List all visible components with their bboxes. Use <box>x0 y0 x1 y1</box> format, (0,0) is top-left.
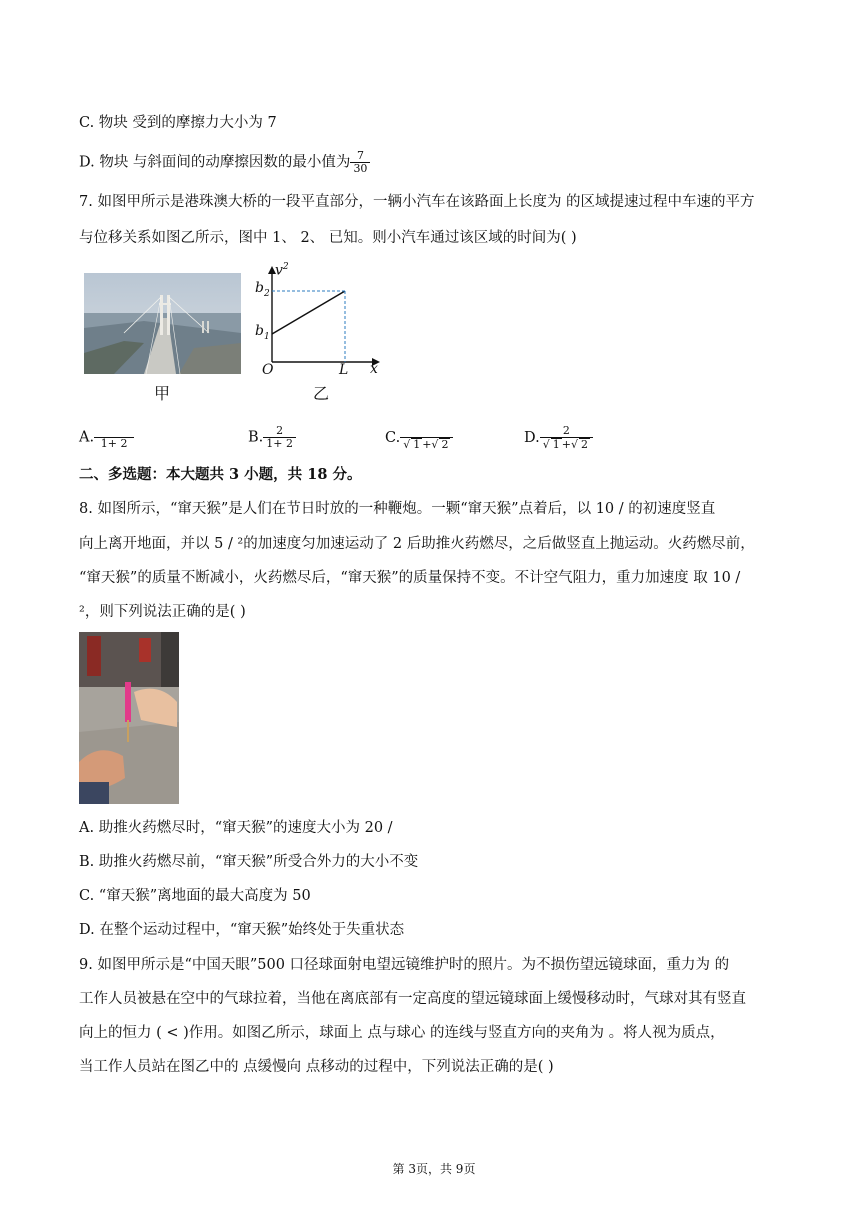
fraction <box>400 425 453 451</box>
q7-option-a <box>79 425 134 450</box>
fraction-denominator: 30 <box>350 162 370 175</box>
fraction-denominator: 1+ 2 <box>94 437 134 450</box>
page-footer: 第 3页，共 9页 <box>392 1162 476 1176</box>
fraction <box>540 425 593 451</box>
v2-x-graph <box>252 262 382 382</box>
q6-option-c: C. 物块 受到的摩擦力大小为 7 <box>79 115 277 131</box>
option-label: C. <box>385 430 401 446</box>
q8-line-2: 向上离开地面，并以 5 / ²的加速度匀加速运动了 2 后助推火药燃尽，之后做竖直上抛运动。火药燃尽前， <box>79 536 755 552</box>
fraction-numerator: 7 <box>356 149 364 162</box>
q9-line-3: 向上的恒力 ( < )作用。如图乙所示，球面上 点与球心 的连线与竖直方向的夹角为 。将人视为质点， <box>79 1025 725 1041</box>
q8-line-1: 8. 如图所示，“窜天猴”是人们在节日时放的一种鞭炮。一颗“窜天猴”点着后，以 10 / 的初速度竖直 <box>79 501 716 517</box>
origin-label: O <box>262 362 274 378</box>
q7-line-1: 7. 如图甲所示是港珠澳大桥的一段平直部分，一辆小汽车在该路面上长度为 的区域提速过程中车速的平方 <box>79 194 755 210</box>
firecracker-photo <box>79 632 179 804</box>
fraction-7-30 <box>350 150 370 175</box>
b2-label: $b_2$ <box>255 280 270 299</box>
option-label: B. <box>248 429 264 446</box>
section-heading-multiple-choice: 二、多选题：本大题共 3 小题，共 18 分。 <box>79 466 362 483</box>
q8-option-c: C. “窜天猴”离地面的最大高度为 50 <box>79 888 311 904</box>
fraction-denominator: √ 1 +√ 2 <box>400 437 453 451</box>
option-label: A. <box>79 429 95 446</box>
q8-option-d: D. 在整个运动过程中，“窜天猴”始终处于失重状态 <box>79 922 405 938</box>
figure-caption-yi: 乙 <box>313 384 330 403</box>
q8-line-4: ²，则下列说法正确的是( ) <box>79 604 246 620</box>
q8-line-3: “窜天猴”的质量不断减小，火药燃尽后，“窜天猴”的质量保持不变。不计空气阻力，重力加速度 取 10 / <box>79 570 741 586</box>
fraction <box>94 425 134 450</box>
q7-option-d <box>524 425 593 451</box>
b1-label: $b_1$ <box>255 323 270 342</box>
fraction-numerator: 2 <box>562 424 570 437</box>
q7-option-b <box>248 425 296 450</box>
option-label: D. <box>524 430 540 446</box>
fraction-denominator: 1+ 2 <box>263 437 296 450</box>
q9-line-2: 工作人员被悬在空中的气球拉着，当他在离底部有一定高度的望远镜球面上缓慢移动时，气球对其有竖直 <box>79 991 746 1007</box>
q8-option-a: A. 助推火药燃尽时，“窜天猴”的速度大小为 20 / <box>79 820 393 836</box>
fraction <box>263 425 296 450</box>
q9-line-4: 当工作人员站在图乙中的 点缓慢向 点移动的过程中，下列说法正确的是( ) <box>79 1059 554 1075</box>
q7-line-2: 与位移关系如图乙所示，图中 1、 2、 已知。则小汽车通过该区域的时间为( ) <box>79 230 577 246</box>
q8-option-b: B. 助推火药燃尽前，“窜天猴”所受合外力的大小不变 <box>79 854 419 870</box>
fraction-numerator: 2 <box>276 424 284 437</box>
v2-x-line <box>272 291 345 334</box>
q9-line-1: 9. 如图甲所示是“中国天眼”500 口径球面射电望远镜维护时的照片。为不损伤望远镜球面，重力为 的 <box>79 957 730 973</box>
L-label: L <box>339 362 349 378</box>
q6-option-d <box>79 150 370 175</box>
x-axis-label: x <box>370 361 378 377</box>
q7-option-c <box>385 425 453 451</box>
figure-caption-jia: 甲 <box>154 384 171 403</box>
fraction-denominator: √ 1 +√ 2 <box>540 437 593 451</box>
y-axis-label: $v^2$ <box>275 262 289 279</box>
bridge-photo <box>84 273 241 374</box>
q6-option-d-text: D. 物块 与斜面间的动摩擦因数的最小值为 <box>79 154 351 171</box>
